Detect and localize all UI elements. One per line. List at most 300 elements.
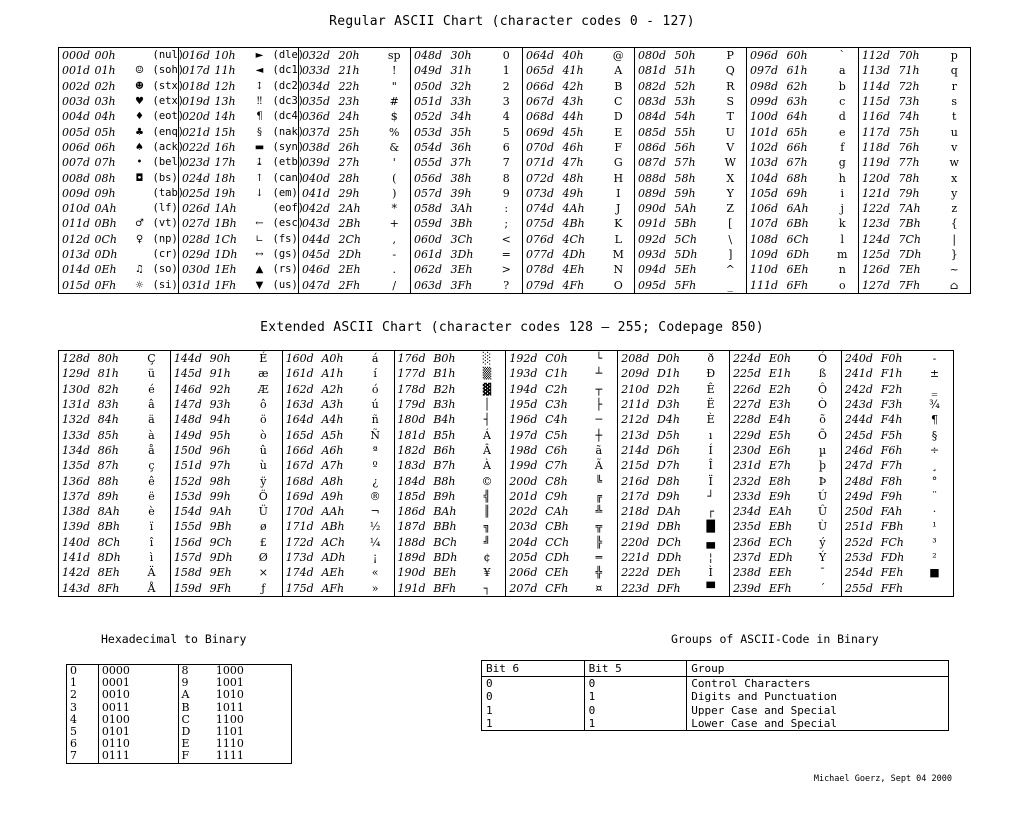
group-name: Digits and Punctuation [687,690,949,703]
hex-code: 06h [94,140,116,154]
hex-code: 8Ah [97,505,120,519]
decimal-code: 005d [62,125,91,139]
decimal-code: 128d [62,352,91,366]
character: q [939,63,971,78]
hex-code: 28h [338,171,360,185]
decimal-code: 130d [62,382,91,396]
character: ® [357,489,394,504]
hex-code: 60h [786,49,808,63]
table-row [67,726,292,738]
hex-code: 08h [94,171,116,185]
character: Þ [804,473,841,488]
hex-code: 66h [786,140,808,154]
character: » [357,580,394,596]
decimal-code: 022d [182,140,211,154]
bit-value: 0 [584,677,687,691]
hex-code: 29h [338,186,360,200]
hex-code: F1h [880,367,903,381]
character: ð [692,351,729,367]
decimal-code: 096d [750,49,779,63]
decimal-code: 057d [414,186,443,200]
hex-code: 5Eh [674,263,697,277]
hex-code: B6h [433,443,456,457]
hex-code: 13h [214,95,236,109]
decimal-code: 247d [844,459,873,473]
decimal-code: 180d [397,413,426,427]
hex-code: 4Ah [562,202,585,216]
decimal-code: 052d [414,110,443,124]
character: @ [603,48,635,64]
hex-code: FDh [880,551,905,564]
character: ╬ [580,565,617,580]
decimal-code: 089d [638,186,667,200]
table-row [59,519,954,534]
hex-code: 75h [898,125,920,139]
decimal-code: 117d [862,125,891,139]
hex-binary-title: Hexadecimal to Binary [101,632,247,646]
table-row [59,443,954,458]
character: S [715,94,747,109]
character: ) [379,186,411,201]
character: P [715,48,747,64]
hex-code: 7Dh [898,248,922,261]
character: " [379,79,411,94]
control-name: (esc) [273,216,299,231]
character: ı [692,427,729,442]
character: ░ [469,351,506,367]
character: z [939,201,971,216]
hex-code: 87h [97,459,119,473]
decimal-code: 132d [62,413,91,427]
hex-code: 22h [338,79,360,93]
hex-code: D7h [657,459,680,473]
hex-code: 63h [786,95,808,109]
decimal-code: 019d [182,95,211,109]
character: ═ [580,550,617,565]
hex-code: EEh [768,566,792,580]
decimal-code: 178d [397,382,426,396]
decimal-code: 110d [750,263,779,277]
hex-code: 80h [97,352,119,366]
character: a [827,63,859,78]
character: ┴ [580,366,617,381]
hex-code: ACh [321,535,345,549]
decimal-code: 049d [414,64,443,78]
glyph: ♣ [135,126,144,138]
character: ╚ [580,473,617,488]
character: ¿ [357,473,394,488]
decimal-code: 254d [844,566,873,580]
decimal-code: 047d [302,278,331,292]
character: þ [804,458,841,473]
hex-code: 4Eh [562,263,585,277]
hex-code: A5h [321,428,344,442]
hex-code: 73h [898,95,920,109]
character: u [939,124,971,139]
character: ─ [580,412,617,427]
decimal-code: 198d [509,443,538,457]
hex-code: 50h [674,49,696,63]
glyph: ♦ [135,111,144,123]
decimal-code: 035d [302,95,331,109]
decimal-code: 025d [182,186,211,200]
decimal-code: 101d [750,125,779,139]
decimal-code: 201d [509,489,538,503]
hex-code: 07h [94,156,116,170]
decimal-code: 079d [526,278,555,292]
hex-digit: 8 [178,665,213,678]
character: ñ [357,412,394,427]
character: % [379,124,411,139]
character: Ô [804,382,841,397]
hex-code: 8Eh [97,566,120,580]
hex-code: 82h [97,382,119,396]
hex-code: D0h [657,352,680,366]
character: . [379,262,411,277]
glyph: ♫ [135,264,144,276]
glyph [247,201,273,216]
decimal-code: 235d [733,520,762,534]
decimal-code: 157d [173,551,202,564]
binary-value: 1011 [215,700,244,714]
character: ó [357,382,394,397]
hex-code: FFh [880,581,904,595]
decimal-code: 208d [621,352,650,366]
hex-digit: 9 [178,677,213,689]
decimal-code: 074d [526,202,555,216]
decimal-code: 248d [844,474,873,488]
hex-code: DEh [657,566,681,580]
hex-code: 92h [209,382,231,396]
decimal-code: 106d [750,202,779,216]
decimal-code: 016d [182,49,211,63]
character: U [715,124,747,139]
decimal-code: 073d [526,186,555,200]
decimal-code: 056d [414,171,443,185]
hex-code: 85h [97,428,119,442]
glyph: § [257,126,262,138]
extended-ascii-table [58,350,954,597]
hex-code: BFh [433,581,457,595]
binary-value: 0100 [101,712,130,726]
control-name: (dle) [273,48,299,64]
decimal-code: 165d [285,428,314,442]
character: e [827,124,859,139]
character: ║ [469,504,506,519]
decimal-code: 154d [173,505,202,519]
hex-code: 76h [898,140,920,154]
hex-code: 70h [898,49,920,63]
hex-code: 1Dh [214,248,238,261]
binary-value: 1100 [215,712,244,726]
glyph [127,201,153,216]
character: } [939,247,971,262]
control-name: (tab) [153,186,179,201]
decimal-code: 136d [62,474,91,488]
hex-code: C1h [545,367,568,381]
hex-digit: F [178,750,213,763]
table-row [59,535,954,550]
hex-code: D5h [657,428,680,442]
decimal-code: 140d [62,535,91,549]
hex-code: A1h [321,367,344,381]
character: ¥ [469,565,506,580]
character: A [603,63,635,78]
hex-code: 65h [786,125,808,139]
hex-code: ABh [321,520,345,534]
decimal-code: 009d [62,186,91,200]
hex-code: D3h [657,398,680,412]
character: 7 [491,155,523,170]
control-name: (cr) [153,247,179,262]
character: Ç [133,351,170,367]
decimal-code: 222d [621,566,650,580]
decimal-code: 023d [182,156,211,170]
character: í [357,366,394,381]
glyph [127,48,153,64]
character: O [603,277,635,293]
hex-code: 23h [338,95,360,109]
glyph: ► [255,50,264,62]
character: * [379,201,411,216]
character: ý [804,535,841,550]
hex-code: 98h [209,474,231,488]
hex-code: 2Ch [338,232,361,246]
hex-code: 33h [450,95,472,109]
glyph: ∟ [255,233,264,245]
hex-code: C9h [545,489,568,503]
character: µ [804,443,841,458]
glyph [127,186,153,201]
hex-code: 39h [450,186,472,200]
character: È [692,412,729,427]
character: ÿ [245,473,282,488]
decimal-code: 062d [414,263,443,277]
character: ë [133,489,170,504]
character: # [379,94,411,109]
hex-code: 24h [338,110,360,124]
character: ² [916,550,954,565]
decimal-code: 206d [509,566,538,580]
character: R [715,79,747,94]
hex-code: 26h [338,140,360,154]
decimal-code: 215d [621,459,650,473]
hex-code: 81h [97,367,119,381]
character: i [827,186,859,201]
hex-code: E6h [768,443,791,457]
column-header: Bit 6 [482,661,585,677]
character: l [827,232,859,247]
character: █ [692,519,729,534]
character: ┤ [469,412,506,427]
character: B [603,79,635,94]
hex-code: 44h [562,110,584,124]
decimal-code: 207d [509,581,538,595]
decimal-code: 069d [526,125,555,139]
table-row [482,717,949,731]
decimal-code: 134d [62,443,91,457]
decimal-code: 018d [182,79,211,93]
hex-code: D1h [657,367,680,381]
decimal-code: 158d [173,566,202,580]
decimal-code: 144d [173,352,202,366]
hex-code: BAh [433,505,457,519]
hex-code: 86h [97,443,119,457]
hex-code: 95h [209,428,231,442]
glyph: ▲ [255,264,264,276]
decimal-code: 203d [509,520,538,534]
decimal-code: 213d [621,428,650,442]
decimal-code: 153d [173,489,202,503]
decimal-code: 175d [285,581,314,595]
decimal-code: 233d [733,489,762,503]
character: 2 [491,79,523,94]
decimal-code: 205d [509,551,538,564]
hex-code: C3h [545,398,568,412]
hex-code: 64h [786,110,808,124]
hex-code: F9h [880,489,903,503]
hex-code: A3h [321,398,344,412]
control-name: (syn) [273,140,299,155]
hex-code: FAh [880,505,903,519]
hex-code: 3Dh [450,248,474,261]
character: ^ [715,262,747,277]
hex-code: 32h [450,79,472,93]
decimal-code: 221d [621,551,650,564]
table-row [67,750,292,763]
hex-code: AAh [321,505,345,519]
glyph: ▼ [255,279,264,291]
hex-code: 6Eh [786,263,809,277]
glyph: ♥ [135,96,144,108]
hex-code: A4h [321,413,344,427]
decimal-code: 000d [62,49,91,63]
control-name: (lf) [153,201,179,216]
character: J [603,201,635,216]
decimal-code: 020d [182,110,211,124]
hex-code: 31h [450,64,472,78]
decimal-code: 053d [414,125,443,139]
table-row [59,170,971,185]
hex-code: A7h [321,459,344,473]
decimal-code: 004d [62,110,91,124]
decimal-code: 229d [733,428,762,442]
character: - [916,351,954,367]
decimal-code: 156d [173,535,202,549]
decimal-code: 099d [750,95,779,109]
decimal-code: 111d [750,278,779,292]
decimal-code: 024d [182,171,211,185]
table-row [59,458,954,473]
hex-code: C0h [545,352,568,366]
character: ╠ [580,535,617,550]
control-name: (etb) [273,155,299,170]
decimal-code: 184d [397,474,426,488]
table-row [59,412,954,427]
decimal-code: 190d [397,566,426,580]
hex-code: 7Ch [898,232,921,246]
group-name: Upper Case and Special [687,704,949,717]
character: Á [469,427,506,442]
character: ├ [580,397,617,412]
table-row [67,702,292,714]
character: x [939,170,971,185]
character: ' [379,155,411,170]
character: t [939,109,971,124]
hex-code: 1Ch [214,232,237,246]
decimal-code: 123d [862,217,891,231]
character: L [603,232,635,247]
decimal-code: 040d [302,171,331,185]
hex-code: B8h [433,474,456,488]
hex-code: 72h [898,79,920,93]
decimal-code: 216d [621,474,650,488]
hex-code: A6h [321,443,344,457]
decimal-code: 014d [62,263,91,277]
bit-value: 0 [584,704,687,717]
hex-code: 9Bh [209,520,232,534]
hex-code: 49h [562,186,584,200]
hex-digit: A [178,689,213,701]
binary-value: 1110 [215,737,244,751]
character: N [603,262,635,277]
character: ¡ [357,550,394,565]
hex-code: 90h [209,352,231,366]
hex-code: 41h [562,64,584,78]
hex-code: 9Eh [209,566,232,580]
control-name: (can) [273,170,299,185]
decimal-code: 114d [862,79,891,93]
hex-code: 5Fh [674,278,697,292]
hex-digit: 5 [67,726,99,738]
hex-code: B9h [433,489,456,503]
decimal-code: 028d [182,232,211,246]
column-header: Bit 5 [584,661,687,677]
hex-code: 2Bh [338,217,361,231]
character: ò [245,427,282,442]
decimal-code: 093d [638,248,667,261]
hex-code: 56h [674,140,696,154]
decimal-code: 148d [173,413,202,427]
hex-digit: 7 [67,750,99,763]
hex-code: 7Ah [898,202,921,216]
decimal-code: 048d [414,49,443,63]
hex-code: 74h [898,110,920,124]
decimal-code: 029d [182,248,211,261]
character: Z [715,201,747,216]
character: Î [692,458,729,473]
hex-code: 0Eh [94,263,117,277]
character: ╣ [469,489,506,504]
hex-code: 52h [674,79,696,93]
decimal-code: 252d [844,535,873,549]
character: h [827,170,859,185]
decimal-code: 091d [638,217,667,231]
character: , [379,232,411,247]
decimal-code: 220d [621,535,650,549]
table-row [67,677,292,689]
character: Y [715,186,747,201]
character: ┼ [580,427,617,442]
character: 4 [491,109,523,124]
decimal-code: 050d [414,79,443,93]
hex-code: 25h [338,125,360,139]
hex-code: D9h [657,489,680,503]
glyph: ☺ [135,65,144,77]
hex-code: E3h [768,398,791,412]
decimal-code: 127d [862,278,891,292]
hex-code: F3h [880,398,903,412]
